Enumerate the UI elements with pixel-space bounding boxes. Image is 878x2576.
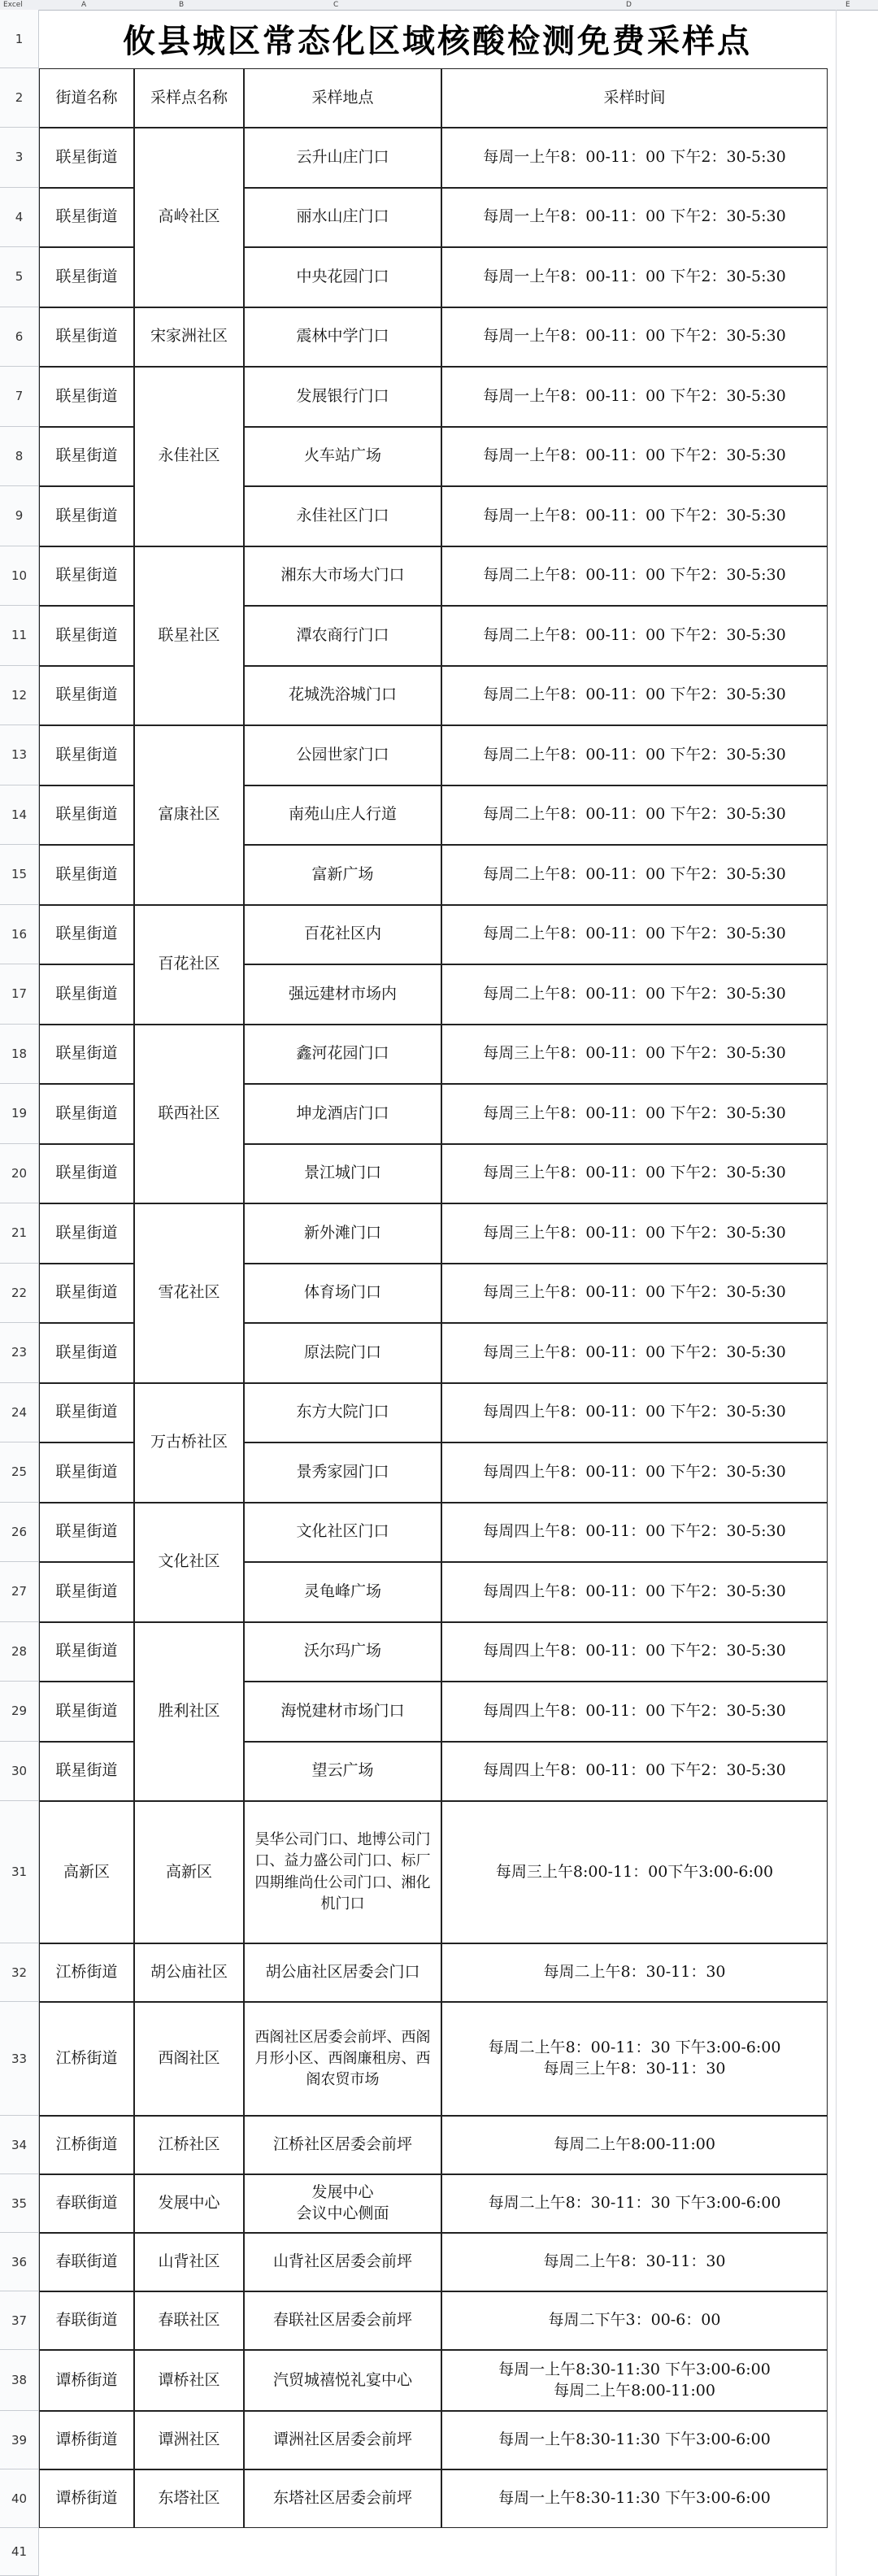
sampling-location-cell: 鑫河花园门口 <box>244 1025 441 1085</box>
street-name-cell: 春联街道 <box>39 2174 134 2233</box>
row-number[interactable]: 14 <box>0 785 39 846</box>
sampling-point-cell: 百花社区 <box>134 905 244 1025</box>
street-name-cell: 联星街道 <box>39 785 134 846</box>
sampling-time-cell: 每周一上午8:30-11:30 下午3:00-6:00 <box>441 2469 828 2528</box>
sampling-time-cell: 每周四上午8：00-11：00 下午2：30-5:30 <box>441 1562 828 1622</box>
sampling-time-cell: 每周三上午8：00-11：00 下午2：30-5:30 <box>441 1025 828 1085</box>
sampling-location-cell: 文化社区门口 <box>244 1503 441 1563</box>
row-number[interactable]: 5 <box>0 247 39 307</box>
sampling-location-cell: 海悦建材市场门口 <box>244 1682 441 1742</box>
row-number[interactable]: 30 <box>0 1742 39 1802</box>
sampling-time-cell: 每周三上午8：00-11：00 下午2：30-5:30 <box>441 1084 828 1144</box>
sampling-location-cell: 景秀家园门口 <box>244 1442 441 1503</box>
street-name-cell: 联星街道 <box>39 367 134 427</box>
street-name-cell: 联星街道 <box>39 247 134 307</box>
row-number[interactable]: 3 <box>0 128 39 188</box>
street-name-cell: 谭桥街道 <box>39 2411 134 2469</box>
row-number[interactable]: 18 <box>0 1025 39 1085</box>
sampling-location-cell: 谭洲社区居委会前坪 <box>244 2411 441 2469</box>
sampling-location-cell: 东方大院门口 <box>244 1383 441 1443</box>
street-name-cell: 联星街道 <box>39 964 134 1025</box>
sampling-time-cell: 每周三上午8：00-11：00 下午2：30-5:30 <box>441 1203 828 1264</box>
sampling-time-cell: 每周三上午8：00-11：00 下午2：30-5:30 <box>441 1264 828 1324</box>
sampling-point-cell: 西阁社区 <box>134 2002 244 2116</box>
sampling-location-cell: 坤龙酒店门口 <box>244 1084 441 1144</box>
sampling-point-cell: 春联社区 <box>134 2291 244 2350</box>
street-name-cell: 联星街道 <box>39 128 134 188</box>
row-number[interactable]: 38 <box>0 2350 39 2411</box>
street-name-cell: 联星街道 <box>39 905 134 965</box>
row-number[interactable]: 27 <box>0 1562 39 1622</box>
sampling-time-cell: 每周三上午8:00-11：00下午3:00-6:00 <box>441 1801 828 1943</box>
street-name-cell: 联星街道 <box>39 1503 134 1563</box>
sampling-location-cell: 灵龟峰广场 <box>244 1562 441 1622</box>
sampling-time-cell: 每周三上午8：00-11：00 下午2：30-5:30 <box>441 1144 828 1204</box>
sampling-location-cell: 花城洗浴城门口 <box>244 666 441 726</box>
street-name-cell: 江桥街道 <box>39 2116 134 2174</box>
row-number[interactable]: 12 <box>0 666 39 726</box>
sampling-time-cell: 每周一上午8：00-11：00 下午2：30-5:30 <box>441 367 828 427</box>
sampling-time-cell: 每周二上午8：00-11：00 下午2：30-5:30 <box>441 666 828 726</box>
street-name-cell: 联星街道 <box>39 725 134 785</box>
street-name-cell: 联星街道 <box>39 666 134 726</box>
sampling-location-cell: 胡公庙社区居委会门口 <box>244 1943 441 2002</box>
sampling-time-cell: 每周四上午8：00-11：00 下午2：30-5:30 <box>441 1503 828 1563</box>
sampling-location-cell: 春联社区居委会前坪 <box>244 2291 441 2350</box>
street-name-cell: 联星街道 <box>39 845 134 905</box>
sampling-location-cell: 火车站广场 <box>244 427 441 487</box>
sampling-location-cell: 富新广场 <box>244 845 441 905</box>
sampling-time-cell: 每周一上午8：00-11：00 下午2：30-5:30 <box>441 128 828 188</box>
row-number[interactable]: 20 <box>0 1144 39 1204</box>
street-name-cell: 联星街道 <box>39 427 134 487</box>
row-number[interactable]: 9 <box>0 486 39 546</box>
street-name-cell: 联星街道 <box>39 1025 134 1085</box>
row-number[interactable]: 25 <box>0 1442 39 1503</box>
street-name-cell: 联星街道 <box>39 606 134 666</box>
row-number[interactable]: 19 <box>0 1084 39 1144</box>
sampling-point-cell: 联星社区 <box>134 546 244 726</box>
sampling-point-cell: 宋家洲社区 <box>134 307 244 368</box>
sampling-time-cell: 每周一上午8：00-11：00 下午2：30-5:30 <box>441 247 828 307</box>
sampling-location-cell: 丽水山庄门口 <box>244 188 441 248</box>
street-name-cell: 联星街道 <box>39 188 134 248</box>
street-name-cell: 联星街道 <box>39 546 134 607</box>
sampling-point-cell: 联西社区 <box>134 1025 244 1204</box>
sampling-location-cell: 百花社区内 <box>244 905 441 965</box>
sampling-time-cell: 每周四上午8：00-11：00 下午2：30-5:30 <box>441 1742 828 1802</box>
sampling-time-cell: 每周四上午8：00-11：00 下午2：30-5:30 <box>441 1442 828 1503</box>
sampling-time-cell: 每周二下午3：00-6：00 <box>441 2291 828 2350</box>
column-letter[interactable]: E <box>845 1 850 9</box>
row-number[interactable]: 22 <box>0 1264 39 1324</box>
street-name-cell: 联星街道 <box>39 1323 134 1383</box>
street-name-cell: 江桥街道 <box>39 2002 134 2116</box>
row-number[interactable]: 24 <box>0 1383 39 1443</box>
page-title: 攸县城区常态化区域核酸检测免费采样点 <box>123 21 752 60</box>
street-name-cell: 江桥街道 <box>39 1943 134 2002</box>
row-number[interactable]: 11 <box>0 606 39 666</box>
sampling-time-cell: 每周一上午8：00-11：00 下午2：30-5:30 <box>441 307 828 368</box>
street-name-cell: 联星街道 <box>39 486 134 546</box>
column-letter[interactable]: Excel <box>3 1 23 9</box>
row-number[interactable]: 6 <box>0 307 39 368</box>
sampling-location-cell: 震林中学门口 <box>244 307 441 368</box>
row-number[interactable]: 2 <box>0 68 39 128</box>
sampling-point-cell: 高新区 <box>134 1801 244 1943</box>
street-name-cell: 高新区 <box>39 1801 134 1943</box>
sampling-point-cell: 发展中心 <box>134 2174 244 2233</box>
sampling-location-cell: 山背社区居委会前坪 <box>244 2233 441 2291</box>
street-name-cell: 联星街道 <box>39 1742 134 1802</box>
street-name-cell: 联星街道 <box>39 1562 134 1622</box>
sampling-time-cell: 每周二上午8:00-11:00 <box>441 2116 828 2174</box>
sampling-location-cell: 南苑山庄人行道 <box>244 785 441 846</box>
street-name-cell: 联星街道 <box>39 307 134 368</box>
sampling-time-cell: 每周二上午8：00-11：00 下午2：30-5:30 <box>441 785 828 846</box>
sampling-point-cell: 雪花社区 <box>134 1203 244 1383</box>
sampling-point-cell: 东塔社区 <box>134 2469 244 2528</box>
sampling-location-cell: 中央花园门口 <box>244 247 441 307</box>
sampling-location-cell: 潭农商行门口 <box>244 606 441 666</box>
sampling-time-cell: 每周二上午8：30-11：30 <box>441 1943 828 2002</box>
sampling-location-cell: 体育场门口 <box>244 1264 441 1324</box>
sampling-location-cell: 西阁社区居委会前坪、西阁月形小区、西阁廉租房、西阁农贸市场 <box>244 2002 441 2116</box>
street-name-cell: 联星街道 <box>39 1622 134 1682</box>
column-letter[interactable]: C <box>333 1 339 9</box>
sampling-location-cell: 发展银行门口 <box>244 367 441 427</box>
sampling-point-cell: 富康社区 <box>134 725 244 905</box>
column-letter[interactable]: D <box>626 1 632 9</box>
sampling-location-cell: 望云广场 <box>244 1742 441 1802</box>
row-number[interactable]: 7 <box>0 367 39 427</box>
sampling-time-cell: 每周四上午8：00-11：00 下午2：30-5:30 <box>441 1682 828 1742</box>
sampling-point-cell: 文化社区 <box>134 1503 244 1622</box>
sampling-time-cell: 每周一上午8：00-11：00 下午2：30-5:30 <box>441 188 828 248</box>
sampling-point-cell: 胡公庙社区 <box>134 1943 244 2002</box>
row-number[interactable]: 15 <box>0 845 39 905</box>
column-letter[interactable]: B <box>179 1 185 9</box>
sampling-point-cell: 江桥社区 <box>134 2116 244 2174</box>
sampling-time-cell: 每周四上午8：00-11：00 下午2：30-5:30 <box>441 1383 828 1443</box>
sampling-location-cell: 公园世家门口 <box>244 725 441 785</box>
street-name-cell: 联星街道 <box>39 1084 134 1144</box>
row-number[interactable]: 1 <box>0 10 39 68</box>
sampling-location-cell: 发展中心 会议中心侧面 <box>244 2174 441 2233</box>
street-name-cell: 联星街道 <box>39 1144 134 1204</box>
row-number[interactable]: 21 <box>0 1203 39 1264</box>
street-name-cell: 联星街道 <box>39 1264 134 1324</box>
sampling-time-cell: 每周一上午8:30-11:30 下午3:00-6:00 <box>441 2411 828 2469</box>
sampling-point-cell: 胜利社区 <box>134 1622 244 1802</box>
column-header: 街道名称 <box>39 68 134 128</box>
row-number[interactable]: 4 <box>0 188 39 248</box>
sampling-time-cell: 每周二上午8：00-11：00 下午2：30-5:30 <box>441 546 828 607</box>
sampling-point-cell: 谭桥社区 <box>134 2350 244 2411</box>
row-number[interactable]: 37 <box>0 2291 39 2350</box>
street-name-cell: 联星街道 <box>39 1682 134 1742</box>
column-header: 采样地点 <box>244 68 441 128</box>
row-number[interactable]: 23 <box>0 1323 39 1383</box>
sampling-time-cell: 每周一上午8:30-11:30 下午3:00-6:00 每周二上午8:00-11:00 <box>441 2350 828 2411</box>
empty-column-area <box>836 10 878 2576</box>
sampling-time-cell: 每周四上午8：00-11：00 下午2：30-5:30 <box>441 1622 828 1682</box>
street-name-cell: 春联街道 <box>39 2233 134 2291</box>
row-number[interactable]: 35 <box>0 2174 39 2233</box>
sampling-location-cell: 云升山庄门口 <box>244 128 441 188</box>
sampling-location-cell: 湘东大市场大门口 <box>244 546 441 607</box>
sampling-point-cell: 高岭社区 <box>134 128 244 307</box>
sampling-location-cell: 永佳社区门口 <box>244 486 441 546</box>
row-number[interactable]: 16 <box>0 905 39 965</box>
column-header: 采样点名称 <box>134 68 244 128</box>
sampling-point-cell: 山背社区 <box>134 2233 244 2291</box>
column-header: 采样时间 <box>441 68 828 128</box>
sampling-location-cell: 原法院门口 <box>244 1323 441 1383</box>
column-letter[interactable]: A <box>81 1 87 9</box>
row-number[interactable]: 29 <box>0 1682 39 1742</box>
sampling-location-cell: 新外滩门口 <box>244 1203 441 1264</box>
street-name-cell: 联星街道 <box>39 1442 134 1503</box>
row-number[interactable]: 39 <box>0 2411 39 2469</box>
sampling-point-cell: 谭洲社区 <box>134 2411 244 2469</box>
sampling-time-cell: 每周二上午8：00-11：00 下午2：30-5:30 <box>441 964 828 1025</box>
row-number[interactable]: 36 <box>0 2233 39 2291</box>
sampling-location-cell: 景江城门口 <box>244 1144 441 1204</box>
sampling-time-cell: 每周三上午8：00-11：00 下午2：30-5:30 <box>441 1323 828 1383</box>
street-name-cell: 谭桥街道 <box>39 2350 134 2411</box>
street-name-cell: 谭桥街道 <box>39 2469 134 2528</box>
sampling-time-cell: 每周二上午8：30-11：30 <box>441 2233 828 2291</box>
row-number[interactable]: 28 <box>0 1622 39 1682</box>
sampling-point-cell: 永佳社区 <box>134 367 244 546</box>
street-name-cell: 春联街道 <box>39 2291 134 2350</box>
row-number[interactable]: 34 <box>0 2116 39 2174</box>
row-number[interactable]: 17 <box>0 964 39 1025</box>
sampling-point-cell: 万古桥社区 <box>134 1383 244 1503</box>
row-number[interactable]: 41 <box>0 2528 39 2576</box>
row-number[interactable]: 31 <box>0 1801 39 1943</box>
sampling-location-cell: 昊华公司门口、地博公司门口、益力盛公司门口、标厂四期维尚仕公司门口、湘化机门口 <box>244 1801 441 1943</box>
row-number[interactable]: 33 <box>0 2002 39 2116</box>
sampling-location-cell: 沃尔玛广场 <box>244 1622 441 1682</box>
row-number[interactable]: 26 <box>0 1503 39 1563</box>
sampling-time-cell: 每周一上午8：00-11：00 下午2：30-5:30 <box>441 486 828 546</box>
row-number[interactable]: 40 <box>0 2469 39 2528</box>
row-number[interactable]: 13 <box>0 725 39 785</box>
row-number[interactable]: 8 <box>0 427 39 487</box>
street-name-cell: 联星街道 <box>39 1383 134 1443</box>
sampling-time-cell: 每周二上午8：00-11：00 下午2：30-5:30 <box>441 606 828 666</box>
sampling-time-cell: 每周二上午8：00-11：00 下午2：30-5:30 <box>441 905 828 965</box>
sampling-location-cell: 江桥社区居委会前坪 <box>244 2116 441 2174</box>
row-number[interactable]: 10 <box>0 546 39 607</box>
sampling-time-cell: 每周二上午8：00-11：00 下午2：30-5:30 <box>441 725 828 785</box>
row-number[interactable]: 32 <box>0 1943 39 2002</box>
street-name-cell: 联星街道 <box>39 1203 134 1264</box>
sampling-time-cell: 每周二上午8：00-11：30 下午3:00-6:00 每周三上午8：30-11：30 <box>441 2002 828 2116</box>
sampling-time-cell: 每周二上午8：30-11：30 下午3:00-6:00 <box>441 2174 828 2233</box>
sampling-location-cell: 汽贸城禧悦礼宴中心 <box>244 2350 441 2411</box>
sampling-time-cell: 每周一上午8：00-11：00 下午2：30-5:30 <box>441 427 828 487</box>
sampling-time-cell: 每周二上午8：00-11：00 下午2：30-5:30 <box>441 845 828 905</box>
sampling-location-cell: 东塔社区居委会前坪 <box>244 2469 441 2528</box>
sampling-location-cell: 强远建材市场内 <box>244 964 441 1025</box>
